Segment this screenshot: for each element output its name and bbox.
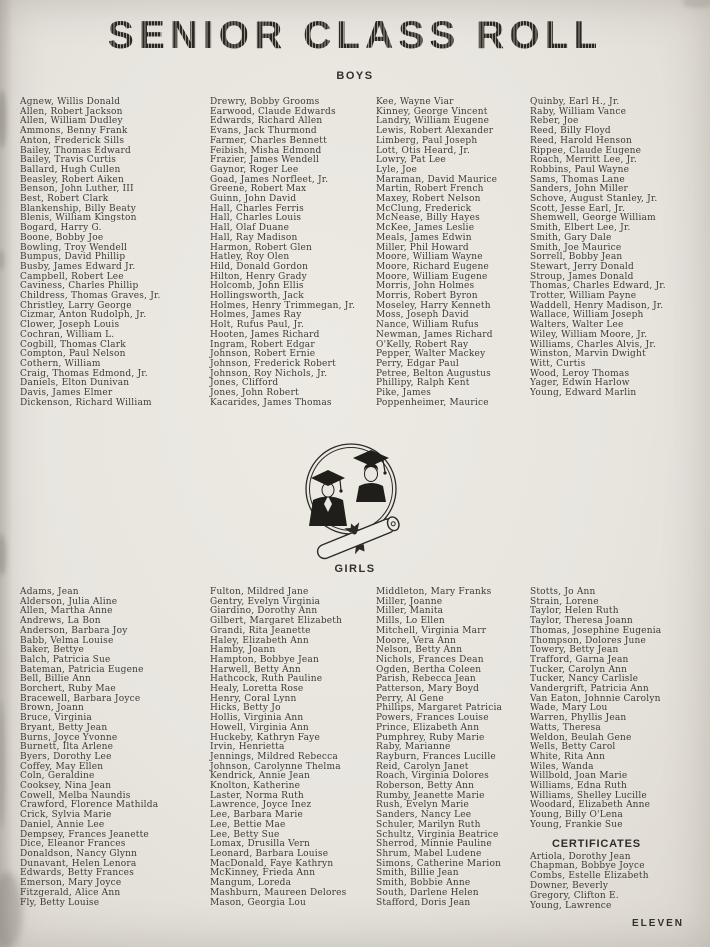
roster-name: Cogbill, Thomas Clark xyxy=(20,339,126,350)
roster-name: Knolton, Katherine xyxy=(210,781,301,792)
roster-name: Kinney, George Vincent xyxy=(376,106,488,117)
roster-name: Phillips, Margaret Patricia xyxy=(376,703,503,714)
page-title: SENIOR CLASS ROLL xyxy=(0,14,710,58)
roster-name: Cizmar, Anton Rudolph, Jr. xyxy=(20,310,147,321)
roster-name: Alderson, Julia Aline xyxy=(20,596,118,607)
roster-name: Lomax, Drusilla Vern xyxy=(210,839,310,850)
roster-name: Johnson, Roy Nichols, Jr. xyxy=(210,368,328,379)
roster-name: Newman, James Richard xyxy=(376,329,493,340)
roster-name: Roberson, Betty Ann xyxy=(376,781,475,792)
roster-name: Meals, James Edwin xyxy=(376,232,472,243)
roster-name: Feibish, Misha Edmond xyxy=(210,145,322,156)
girls-column-3 xyxy=(376,588,530,911)
roster-name: Wiles, Wanda xyxy=(530,761,594,772)
roster-name: Trotter, William Payne xyxy=(530,291,637,302)
roster-name: Hall, Ray Madison xyxy=(210,232,298,243)
roster-name: Schuler, Marilyn Ruth xyxy=(376,819,481,830)
roster-name: Rush, Evelyn Marie xyxy=(376,800,469,811)
roster-name: Waddell, Henry Madison, Jr. xyxy=(530,300,664,311)
roster-name: Parish, Rebecca Jean xyxy=(376,674,476,685)
roster-name: Bailey, Travis Curtis xyxy=(20,155,117,166)
roster-name: Trafford, Garna Jean xyxy=(530,654,629,665)
roster-name: Sanders, John Miller xyxy=(530,184,629,195)
boys-column-2 xyxy=(210,98,376,409)
roster-name: Evans, Jack Thurmond xyxy=(210,126,317,137)
roster-name: Miller, Joanne xyxy=(376,596,443,607)
roster-name: Yager, Edwin Harlow xyxy=(530,378,630,389)
girls-column-2 xyxy=(210,588,376,911)
roster-name: Reid, Carolyn Janet xyxy=(376,761,469,772)
roster-name: Walters, Walter Lee xyxy=(530,320,624,331)
roster-name: Greene, Robert Max xyxy=(210,184,307,195)
roster-name: Wiley, William Moore, Jr. xyxy=(530,329,648,340)
roster-name: Hall, Charles Ferris xyxy=(210,203,304,214)
roster-name: Smith, Billie Jean xyxy=(376,868,459,879)
roster-name: Grandi, Rita Jeanette xyxy=(210,625,311,636)
roster-name: Lee, Barbara Marie xyxy=(210,810,303,821)
roster-name: Coffey, May Ellen xyxy=(20,761,104,772)
roster-name: Balch, Patricia Sue xyxy=(20,654,111,665)
certificates-section xyxy=(530,838,700,912)
roster-name: Ammons, Benny Frank xyxy=(20,126,128,137)
roster-name: Borchert, Ruby Mae xyxy=(20,684,116,695)
roster-name: Artiola, Dorothy Jean xyxy=(530,851,631,862)
roster-name: Perry, Edgar Paul xyxy=(376,358,459,369)
roster-name: Moore, William Eugene xyxy=(376,271,488,282)
roster-name: Daniel, Annie Lee xyxy=(20,819,105,830)
roster-name: Tucker, Nancy Carlisle xyxy=(530,674,639,685)
scan-smudge xyxy=(0,872,22,947)
roster-name: Williams, Charles Alvis, Jr. xyxy=(530,339,656,350)
roster-name: Edwards, Richard Allen xyxy=(210,116,323,127)
roster-name: Pike, James xyxy=(376,388,432,399)
roster-name: Shemwell, George William xyxy=(530,213,656,224)
roster-name: Best, Robert Clark xyxy=(20,194,109,205)
roster-name: Hathcock, Ruth Pauline xyxy=(210,674,323,685)
roster-name: Agnew, Willis Donald xyxy=(20,97,121,107)
roster-name: Wade, Mary Lou xyxy=(530,703,608,714)
roster-name: Daniels, Elton Dunivan xyxy=(20,378,130,389)
roster-name: Leonard, Barbara Louise xyxy=(210,848,329,859)
roster-name: Sanders, Nancy Lee xyxy=(376,810,472,821)
roster-name: Powers, Frances Louise xyxy=(376,713,489,724)
roster-name: Maraman, David Maurice xyxy=(376,174,498,185)
roster-name: Babb, Velma Louise xyxy=(20,635,114,646)
roster-name: Scott, Jesse Earl, Jr. xyxy=(530,203,625,214)
roster-name: Pumphrey, Ruby Marie xyxy=(376,732,485,743)
roster-name: Kendrick, Annie Jean xyxy=(210,771,311,782)
roster-name: Smith, Joe Maurice xyxy=(530,242,622,253)
roster-name: Stewart, Jerry Donald xyxy=(530,261,634,272)
roster-name: Crick, Sylvia Marie xyxy=(20,810,112,821)
roster-name: Phillipy, Ralph Kent xyxy=(376,378,470,389)
roster-name: Johnson, Frederick Robert xyxy=(210,358,336,369)
roster-name: Campbell, Robert Lee xyxy=(20,271,124,282)
roster-name: Hall, Charles Louis xyxy=(210,213,302,224)
roster-name: Dunavant, Helen Lenora xyxy=(20,858,137,869)
certificates-names xyxy=(530,853,700,912)
roster-name: Warren, Phyllis Jean xyxy=(530,713,627,724)
graduates-diploma-graphic xyxy=(283,436,431,572)
roster-name: Emerson, Mary Joyce xyxy=(20,878,122,889)
girls-column-4 xyxy=(530,588,700,911)
roster-name: Moore, William Wayne xyxy=(376,252,483,263)
roster-name: Rayburn, Frances Lucille xyxy=(376,751,496,762)
roster-name: Vandergrift, Patricia Ann xyxy=(530,684,649,695)
roster-name: Middleton, Mary Franks xyxy=(376,587,492,597)
roster-name: Morris, Robert Byron xyxy=(376,291,478,302)
roster-name: Witt, Curtis xyxy=(530,358,586,369)
roster-name: Holmes, Henry Trimmegan, Jr. xyxy=(210,300,356,311)
roster-name: Smith, Elbert Lee, Jr. xyxy=(530,223,631,234)
roster-name: Burns, Joyce Yvonne xyxy=(20,732,118,743)
roster-name: Cothern, William xyxy=(20,358,101,369)
roster-name: Perry, Al Gene xyxy=(376,693,444,704)
roster-name: Earwood, Claude Edwards xyxy=(210,106,336,117)
roster-name: Drewry, Bobby Grooms xyxy=(210,97,320,107)
roster-name: Dice, Eleanor Frances xyxy=(20,839,126,850)
roster-name: Baker, Bettye xyxy=(20,645,84,656)
roster-name: Brown, Joann xyxy=(20,703,84,714)
roster-name: Cochran, William L. xyxy=(20,329,115,340)
roster-name: Giardino, Dorothy Ann xyxy=(210,606,318,617)
roster-name: Jennings, Mildred Rebecca xyxy=(210,751,338,762)
roster-name: Raby, Marianne xyxy=(376,742,451,753)
roster-name: Jones, Clifford xyxy=(210,378,279,389)
roster-name: Donaldson, Nancy Glynn xyxy=(20,848,138,859)
roster-name: Hatley, Roy Olen xyxy=(210,252,290,263)
roster-name: Guinn, John David xyxy=(210,194,297,205)
roster-name: Bateman, Patricia Eugene xyxy=(20,664,144,675)
roster-name: Raby, William Vance xyxy=(530,106,627,117)
roster-name: Thomas, Charles Edward, Jr. xyxy=(530,281,666,292)
roster-name: Harwell, Betty Ann xyxy=(210,664,301,675)
girls-roster xyxy=(20,588,700,911)
roster-name: Stafford, Doris Jean xyxy=(376,897,471,908)
roster-name: Ogden, Bertha Coleen xyxy=(376,664,482,675)
roster-name: Lee, Bettie Mae xyxy=(210,819,286,830)
roster-name: Thomas, Josephine Eugenia xyxy=(530,625,662,636)
roster-name: Mills, Lo Ellen xyxy=(376,616,445,627)
roster-name: Moss, Joseph David xyxy=(376,310,469,321)
roster-name: Gaynor, Roger Lee xyxy=(210,164,299,175)
roster-name: Byers, Dorothy Lee xyxy=(20,751,112,762)
roster-name: Young, Frankie Sue xyxy=(530,819,623,830)
roster-name: Hampton, Bobbye Jean xyxy=(210,654,319,665)
boys-column-1 xyxy=(20,98,210,409)
roster-name: Reed, Billy Floyd xyxy=(530,126,611,137)
roster-name: Reber, Joe xyxy=(530,116,579,127)
roster-name: Woodard, Elizabeth Anne xyxy=(530,800,651,811)
roster-name: MacDonald, Faye Kathryn xyxy=(210,858,334,869)
roster-name: Andrews, La Bon xyxy=(20,616,101,627)
roster-name: Hollingsworth, Jack xyxy=(210,291,304,302)
roster-name: Mason, Georgia Lou xyxy=(210,897,307,908)
roster-name: Combs, Estelle Elizabeth xyxy=(530,871,649,882)
roster-name: Cooksey, Nina Jean xyxy=(20,781,112,792)
roster-name: Young, Lawrence xyxy=(530,900,612,911)
roster-name: Holcomb, John Ellis xyxy=(210,281,304,292)
boys-section-heading: BOYS xyxy=(336,70,374,82)
roster-name: Anderson, Barbara Joy xyxy=(20,625,128,636)
roster-name: Hall, Olaf Duane xyxy=(210,223,290,234)
roster-name: Stroup, James Donald xyxy=(530,271,634,282)
roster-name: Anton, Frederick Sills xyxy=(20,135,125,146)
roster-name: Nichols, Frances Dean xyxy=(376,654,484,665)
roster-name: Hamby, Joann xyxy=(210,645,276,656)
roster-name: Bracewell, Barbara Joyce xyxy=(20,693,141,704)
roster-name: Gregory, Clifton E. xyxy=(530,890,619,901)
roster-name: Tucker, Carolyn Ann xyxy=(530,664,628,675)
roster-name: Cowell, Melba Naundis xyxy=(20,790,131,801)
roster-name: Taylor, Helen Ruth xyxy=(530,606,619,617)
girls-column-4-names xyxy=(530,588,700,831)
roster-name: Limberg, Paul Joseph xyxy=(376,135,478,146)
roster-name: Bogard, Harry G. xyxy=(20,223,102,234)
roster-name: Dickenson, Richard William xyxy=(20,397,152,408)
roster-name: Howell, Virginia Ann xyxy=(210,722,309,733)
roster-name: Irvin, Henrietta xyxy=(210,742,285,753)
roster-name: Shrum, Mabel Ludene xyxy=(376,848,482,859)
roster-name: Hollis, Virginia Ann xyxy=(210,713,304,724)
roster-name: Rippee, Claude Eugene xyxy=(530,145,642,156)
roster-name: Hilton, Henry Grady xyxy=(210,271,307,282)
roster-name: Lyle, Joe xyxy=(376,164,417,175)
roster-name: Robbins, Paul Wayne xyxy=(530,164,630,175)
roster-name: Beasley, Robert Aiken xyxy=(20,174,124,185)
roster-name: Edwards, Betty Frances xyxy=(20,868,135,879)
roster-name: Thompson, Dolores June xyxy=(530,635,647,646)
graduates-svg xyxy=(283,436,431,572)
roster-name: Martin, Robert French xyxy=(376,184,484,195)
roster-name: Burnett, Ilta Arlene xyxy=(20,742,114,753)
roster-name: Frazier, James Wendell xyxy=(210,155,320,166)
roster-name: Healy, Loretta Rose xyxy=(210,684,304,695)
roster-name: Compton, Paul Nelson xyxy=(20,349,126,360)
roster-name: Lawrence, Joyce Inez xyxy=(210,800,312,811)
roster-name: Williams, Shelley Lucille xyxy=(530,790,647,801)
roster-name: Moseley, Harry Kenneth xyxy=(376,300,491,311)
roster-name: Mashburn, Maureen Delores xyxy=(210,887,347,898)
roster-name: Childress, Thomas Graves, Jr. xyxy=(20,291,161,302)
roster-name: Allen, William Dudley xyxy=(20,116,123,127)
roster-name: Stotts, Jo Ann xyxy=(530,587,596,597)
roster-name: Winston, Marvin Dwight xyxy=(530,349,646,360)
roster-name: Simons, Catherine Marion xyxy=(376,858,502,869)
roster-name: South, Darlene Helen xyxy=(376,887,479,898)
roster-name: Kacarides, James Thomas xyxy=(210,397,332,408)
roster-name: McKinney, Frieda Ann xyxy=(210,868,316,879)
roster-name: Schove, August Stanley, Jr. xyxy=(530,194,658,205)
roster-name: Boone, Bobby Joe xyxy=(20,232,104,243)
roster-name: Hooten, James Richard xyxy=(210,329,320,340)
page-number: ELEVEN xyxy=(632,918,685,929)
roster-name: Smith, Bobbie Anne xyxy=(376,878,471,889)
roster-name: Downer, Beverly xyxy=(530,880,609,891)
roster-name: Kee, Wayne Viar xyxy=(376,97,454,107)
roster-name: Landry, William Eugene xyxy=(376,116,490,127)
roster-name: Wells, Betty Carol xyxy=(530,742,616,753)
roster-name: Young, Edward Marlin xyxy=(530,388,637,399)
roster-name: Schultz, Virginia Beatrice xyxy=(376,829,499,840)
roster-name: Miller, Phil Howard xyxy=(376,242,469,253)
roster-name: Nance, William Rufus xyxy=(376,320,479,331)
roster-name: Moore, Vera Ann xyxy=(376,635,457,646)
roster-name: Chapman, Bobbye Joyce xyxy=(530,861,645,872)
roster-name: McNease, Billy Hayes xyxy=(376,213,480,224)
roster-name: Farmer, Charles Bennett xyxy=(210,135,327,146)
roster-name: Caviness, Charles Phillip xyxy=(20,281,139,292)
roster-name: Sorrell, Bobby Jean xyxy=(530,252,623,263)
roster-name: Allen, Martha Anne xyxy=(20,606,113,617)
roster-name: Bruce, Virginia xyxy=(20,713,93,724)
roster-name: Watts, Theresa xyxy=(530,722,601,733)
roster-name: Ingram, Robert Edgar xyxy=(210,339,315,350)
roster-name: Bryant, Betty Jean xyxy=(20,722,108,733)
roster-name: Harmon, Robert Glen xyxy=(210,242,313,253)
roster-name: O'Kelly, Robert Ray xyxy=(376,339,469,350)
roster-name: Holt, Rufus Paul, Jr. xyxy=(210,320,305,331)
roster-name: Gilbert, Margaret Elizabeth xyxy=(210,616,343,627)
roster-name: Reed, Harold Henson xyxy=(530,135,632,146)
roster-name: Taylor, Theresa Joann xyxy=(530,616,633,627)
roster-name: Johnson, Carolynne Thelma xyxy=(210,761,341,772)
roster-name: Fulton, Mildred Jane xyxy=(210,587,309,597)
roster-name: Bumpus, David Phillip xyxy=(20,252,126,263)
certificates-heading: CERTIFICATES xyxy=(552,837,641,850)
roster-name: Huckeby, Kathryn Faye xyxy=(210,732,320,743)
roster-name: Blankenship, Billy Beaty xyxy=(20,203,137,214)
roster-name: Goad, James Norfleet, Jr. xyxy=(210,174,329,185)
roster-name: Patterson, Mary Boyd xyxy=(376,684,480,695)
roster-name: Strain, Lorene xyxy=(530,596,599,607)
roster-name: Bell, Billie Ann xyxy=(20,674,92,685)
roster-name: White, Rita Ann xyxy=(530,751,606,762)
roster-name: Roach, Virginia Dolores xyxy=(376,771,489,782)
roster-name: Sams, Thomas Lane xyxy=(530,174,625,185)
roster-name: Blenis, William Kingston xyxy=(20,213,137,224)
roster-name: Mangum, Loreda xyxy=(210,878,292,889)
roster-name: Ballard, Hugh Cullen xyxy=(20,164,121,175)
roster-name: Coln, Geraldine xyxy=(20,771,95,782)
roster-name: Johnson, Robert Ernie xyxy=(210,349,316,360)
roster-name: Weldon, Beulah Gene xyxy=(530,732,632,743)
roster-name: Crawford, Florence Mathilda xyxy=(20,800,159,811)
roster-name: Wood, Leroy Thomas xyxy=(530,368,630,379)
roster-name: Busby, James Edward Jr. xyxy=(20,261,136,272)
boys-column-3 xyxy=(376,98,530,409)
roster-name: Adams, Jean xyxy=(20,587,79,597)
roster-name: Benson, John Luther, III xyxy=(20,184,134,195)
roster-name: Davis, James Elmer xyxy=(20,388,113,399)
scan-smudge xyxy=(682,0,710,8)
roster-name: Holmes, James Ray xyxy=(210,310,302,321)
roster-name: Prince, Elizabeth Ann xyxy=(376,722,480,733)
roster-name: Morris, John Holmes xyxy=(376,281,475,292)
roster-name: McClung, Frederick xyxy=(376,203,472,214)
roster-name: Young, Billy O'Lena xyxy=(530,810,623,821)
girls-column-1 xyxy=(20,588,210,911)
roster-name: Nelson, Betty Ann xyxy=(376,645,463,656)
roster-name: Laster, Norma Ruth xyxy=(210,790,304,801)
boys-column-4 xyxy=(530,98,700,409)
roster-name: Quinby, Earl H., Jr. xyxy=(530,97,620,107)
roster-name: Hild, Donald Gordon xyxy=(210,261,309,272)
roster-name: Rumby, Jeanette Marie xyxy=(376,790,485,801)
roster-name: Sherrod, Minnie Pauline xyxy=(376,839,492,850)
roster-name: Smith, Gary Dale xyxy=(530,232,612,243)
roster-name: Hicks, Betty Jo xyxy=(210,703,281,714)
roster-name: Roach, Merritt Lee, Jr. xyxy=(530,155,637,166)
roster-name: Miller, Manita xyxy=(376,606,444,617)
roster-name: Wallace, William Joseph xyxy=(530,310,644,321)
roster-name: Craig, Thomas Edmond, Jr. xyxy=(20,368,148,379)
roster-name: Christley, Larry George xyxy=(20,300,132,311)
roster-name: Gentry, Evelyn Virginia xyxy=(210,596,321,607)
roster-name: Pepper, Walter Mackey xyxy=(376,349,486,360)
roster-name: Jones, John Robert xyxy=(210,388,299,399)
roster-name: Williams, Edna Ruth xyxy=(530,781,627,792)
roster-name: Bowling, Troy Wendell xyxy=(20,242,128,253)
girls-section-heading: GIRLS xyxy=(334,563,376,575)
roster-name: Lowry, Pat Lee xyxy=(376,155,446,166)
roster-name: Maxey, Robert Nelson xyxy=(376,194,481,205)
roster-name: Dempsey, Frances Jeanette xyxy=(20,829,149,840)
roster-name: Fitzgerald, Alice Ann xyxy=(20,887,121,898)
roster-name: Van Eaton, Johnnie Carolyn xyxy=(530,693,661,704)
roster-name: Fly, Betty Louise xyxy=(20,897,100,908)
roster-name: Petree, Belton Augustus xyxy=(376,368,491,379)
roster-name: Mitchell, Virginia Marr xyxy=(376,625,487,636)
roster-name: Henry, Coral Lynn xyxy=(210,693,297,704)
roster-name: Haley, Elizabeth Ann xyxy=(210,635,309,646)
boys-roster xyxy=(20,98,700,409)
roster-name: Lewis, Robert Alexander xyxy=(376,126,494,137)
roster-name: McKee, James Leslie xyxy=(376,223,475,234)
roster-name: Lott, Otis Heard, Jr. xyxy=(376,145,471,156)
roster-name: Clower, Joseph Louis xyxy=(20,320,120,331)
roster-name: Poppenheimer, Maurice xyxy=(376,397,489,408)
roster-name: Willbold, Joan Marie xyxy=(530,771,628,782)
roster-name: Allen, Robert Jackson xyxy=(20,106,123,117)
roster-name: Bailey, Thomas Edward xyxy=(20,145,131,156)
roster-name: Moore, Richard Eugene xyxy=(376,261,489,272)
roster-name: Lee, Betty Sue xyxy=(210,829,280,840)
roster-name: Towery, Betty Jean xyxy=(530,645,619,656)
